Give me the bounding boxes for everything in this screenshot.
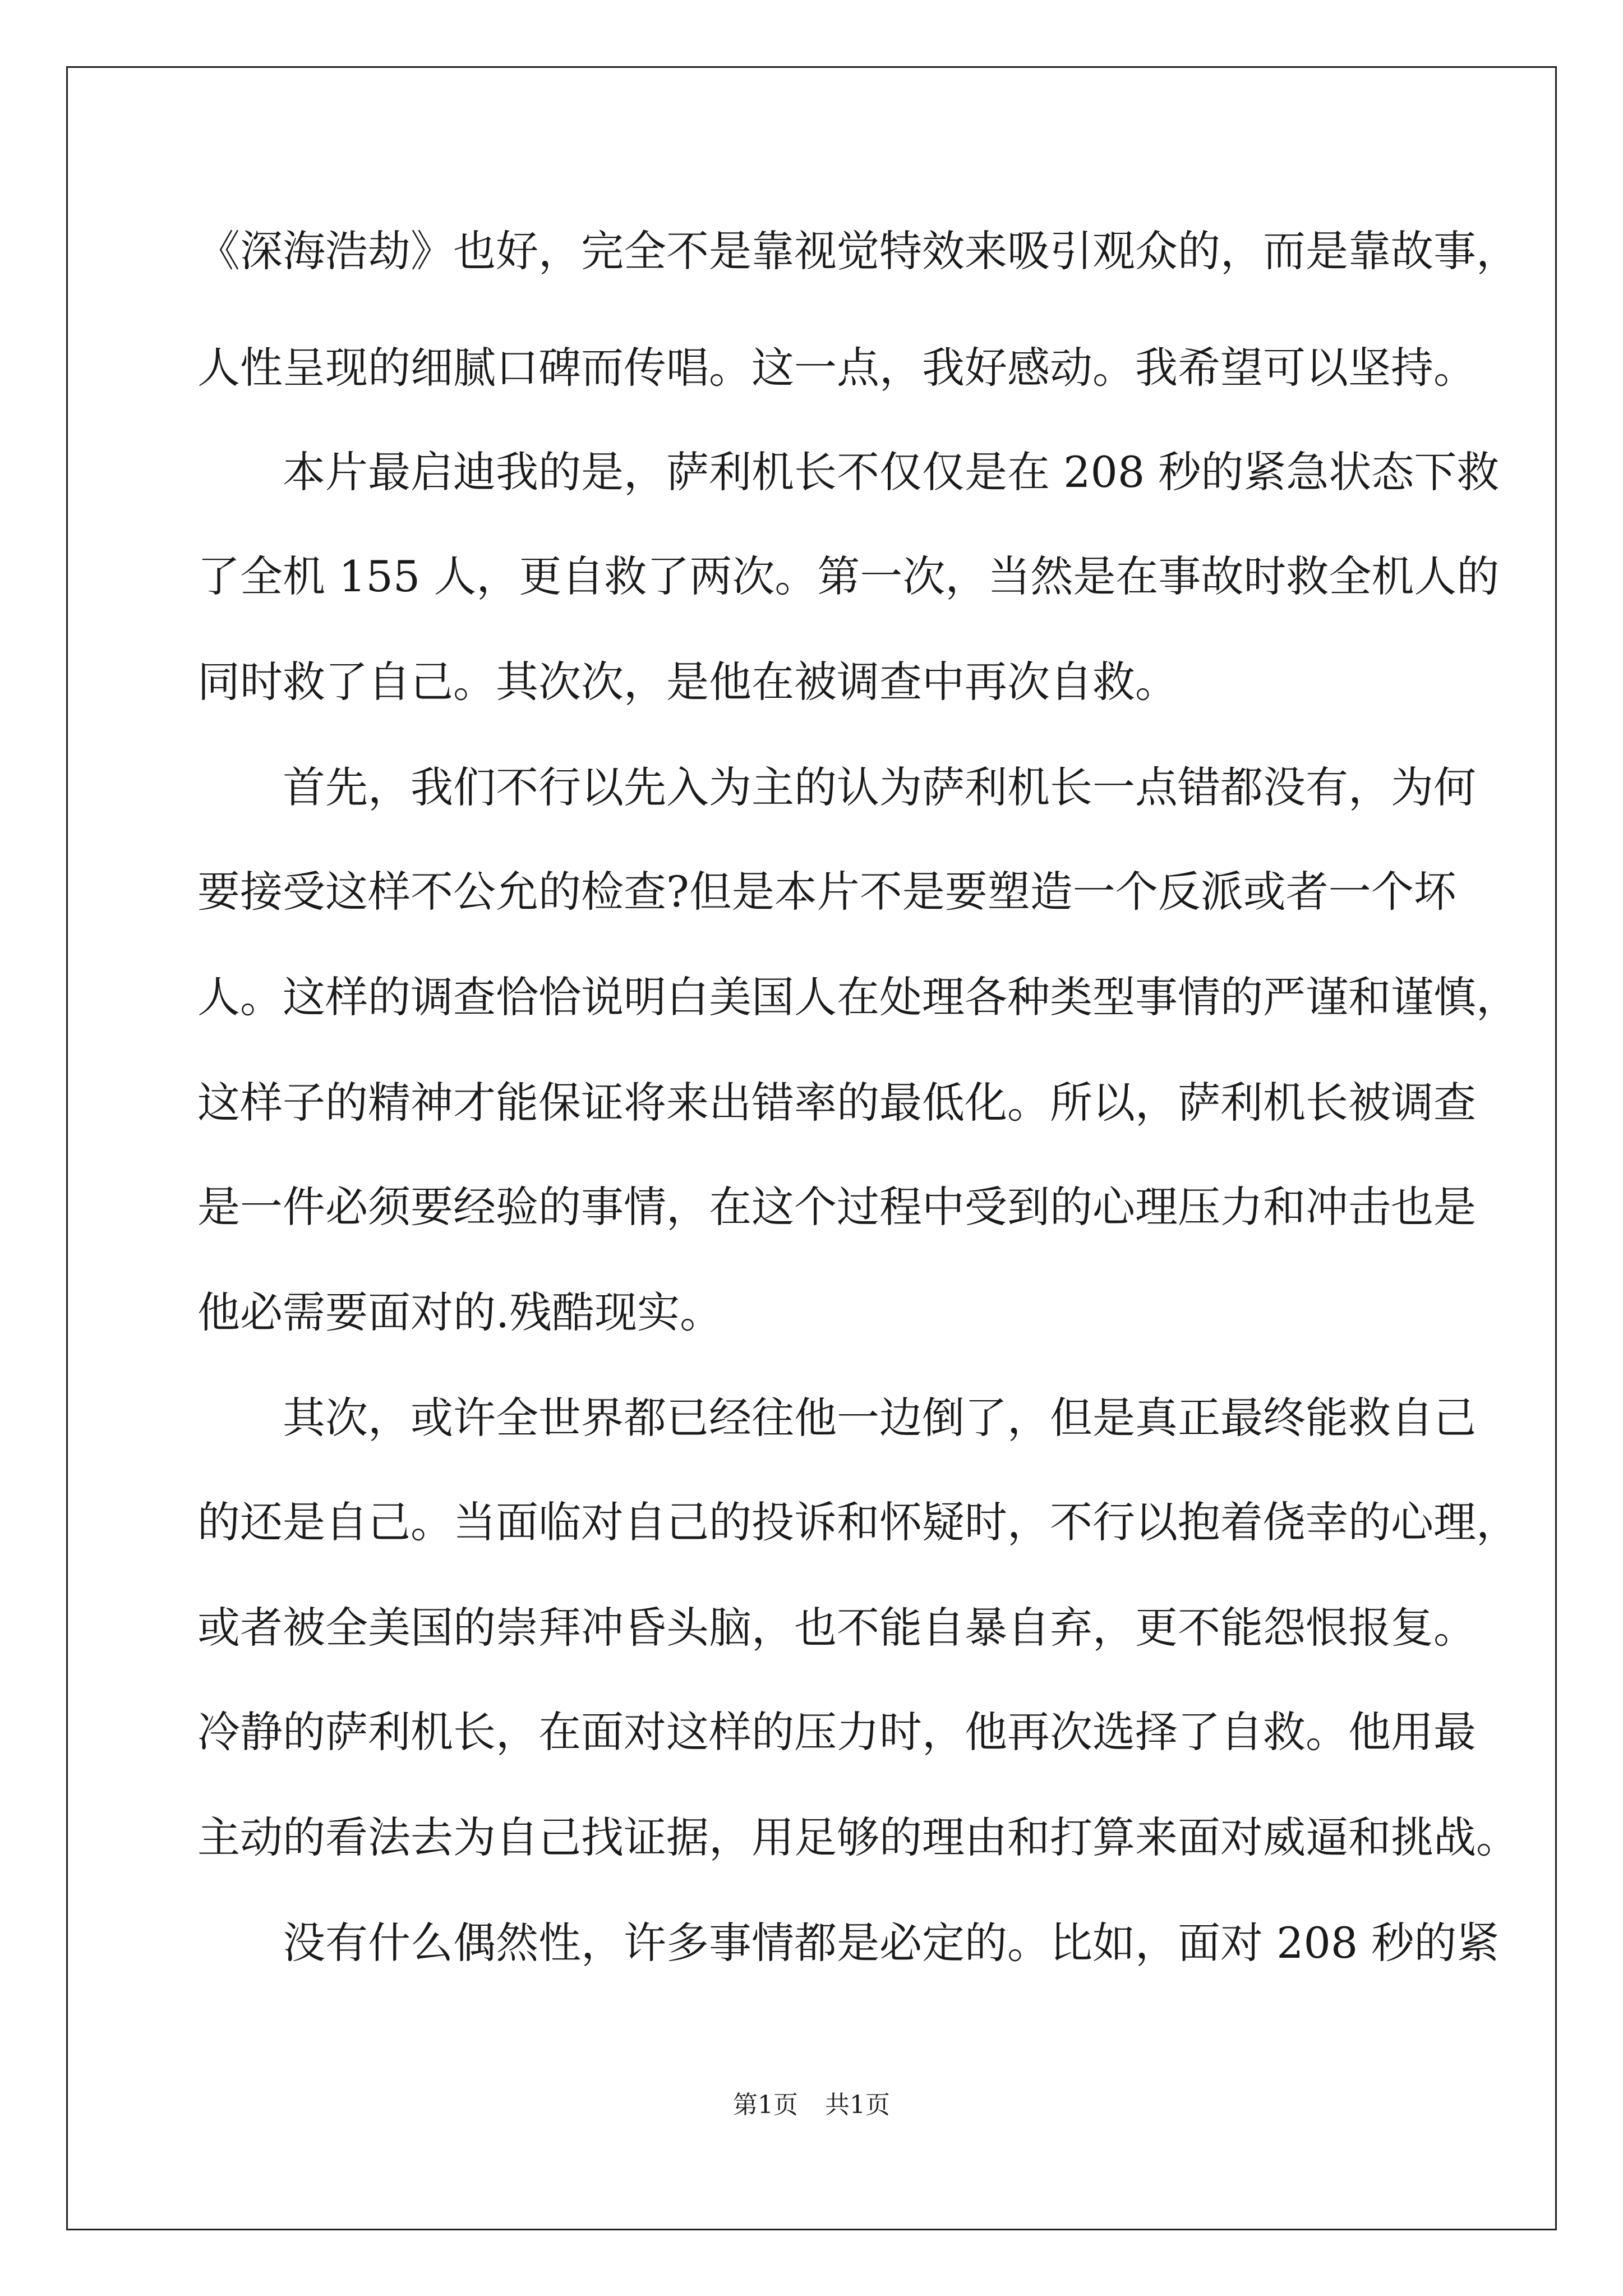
text-line: 没有什么偶然性，许多事情都是必定的。比如，面对 208 秒的紧 xyxy=(283,1918,1500,1968)
text-line: 或者被全美国的崇拜冲昏头脑，也不能自暴自弃，更不能怨恨报复。 xyxy=(197,1603,1476,1653)
page-total: 共1页 xyxy=(825,2091,890,2119)
text-line: 他必需要面对的.残酷现实。 xyxy=(197,1287,723,1337)
text-line: 的还是自己。当面临对自己的投诉和怀疑时，不行以抱着侥幸的心理， xyxy=(197,1497,1519,1547)
text-line: 《深海浩劫》也好，完全不是靠视觉特效来吸引观众的，而是靠故事， xyxy=(197,226,1519,276)
text-line: 这样子的精神才能保证将来出错率的最低化。所以，萨利机长被调查 xyxy=(197,1078,1476,1128)
text-line: 冷静的萨利机长，在面对这样的压力时，他再次选择了自救。他用最 xyxy=(197,1707,1476,1757)
text-line: 本片最启迪我的是，萨利机长不仅仅是在 208 秒的紧急状态下救 xyxy=(283,447,1500,497)
text-line: 人。这样的调查恰恰说明白美国人在处理各种类型事情的严谨和谨慎， xyxy=(197,972,1519,1022)
page-footer xyxy=(0,2085,1623,2120)
text-line: 要接受这样不公允的检查?但是本片不是要塑造一个反派或者一个坏 xyxy=(197,867,1456,917)
text-line: 人性呈现的细腻口碑而传唱。这一点，我好感动。我希望可以坚持。 xyxy=(197,343,1476,393)
text-line: 了全机 155 人，更自救了两次。第一次，当然是在事故时救全机人的 xyxy=(197,551,1500,601)
text-line: 是一件必须要经验的事情，在这个过程中受到的心理压力和冲击也是 xyxy=(197,1182,1476,1232)
text-line: 同时救了自己。其次次，是他在被调查中再次自救。 xyxy=(197,657,1178,707)
text-line: 其次，或许全世界都已经往他一边倒了，但是真正最终能救自己 xyxy=(283,1393,1476,1443)
text-line: 主动的看法去为自己找证据，用足够的理由和打算来面对威逼和挑战。 xyxy=(197,1812,1519,1862)
page-number: 第1页 xyxy=(733,2091,798,2119)
text-line: 首先，我们不行以先入为主的认为萨利机长一点错都没有，为何 xyxy=(283,762,1476,812)
